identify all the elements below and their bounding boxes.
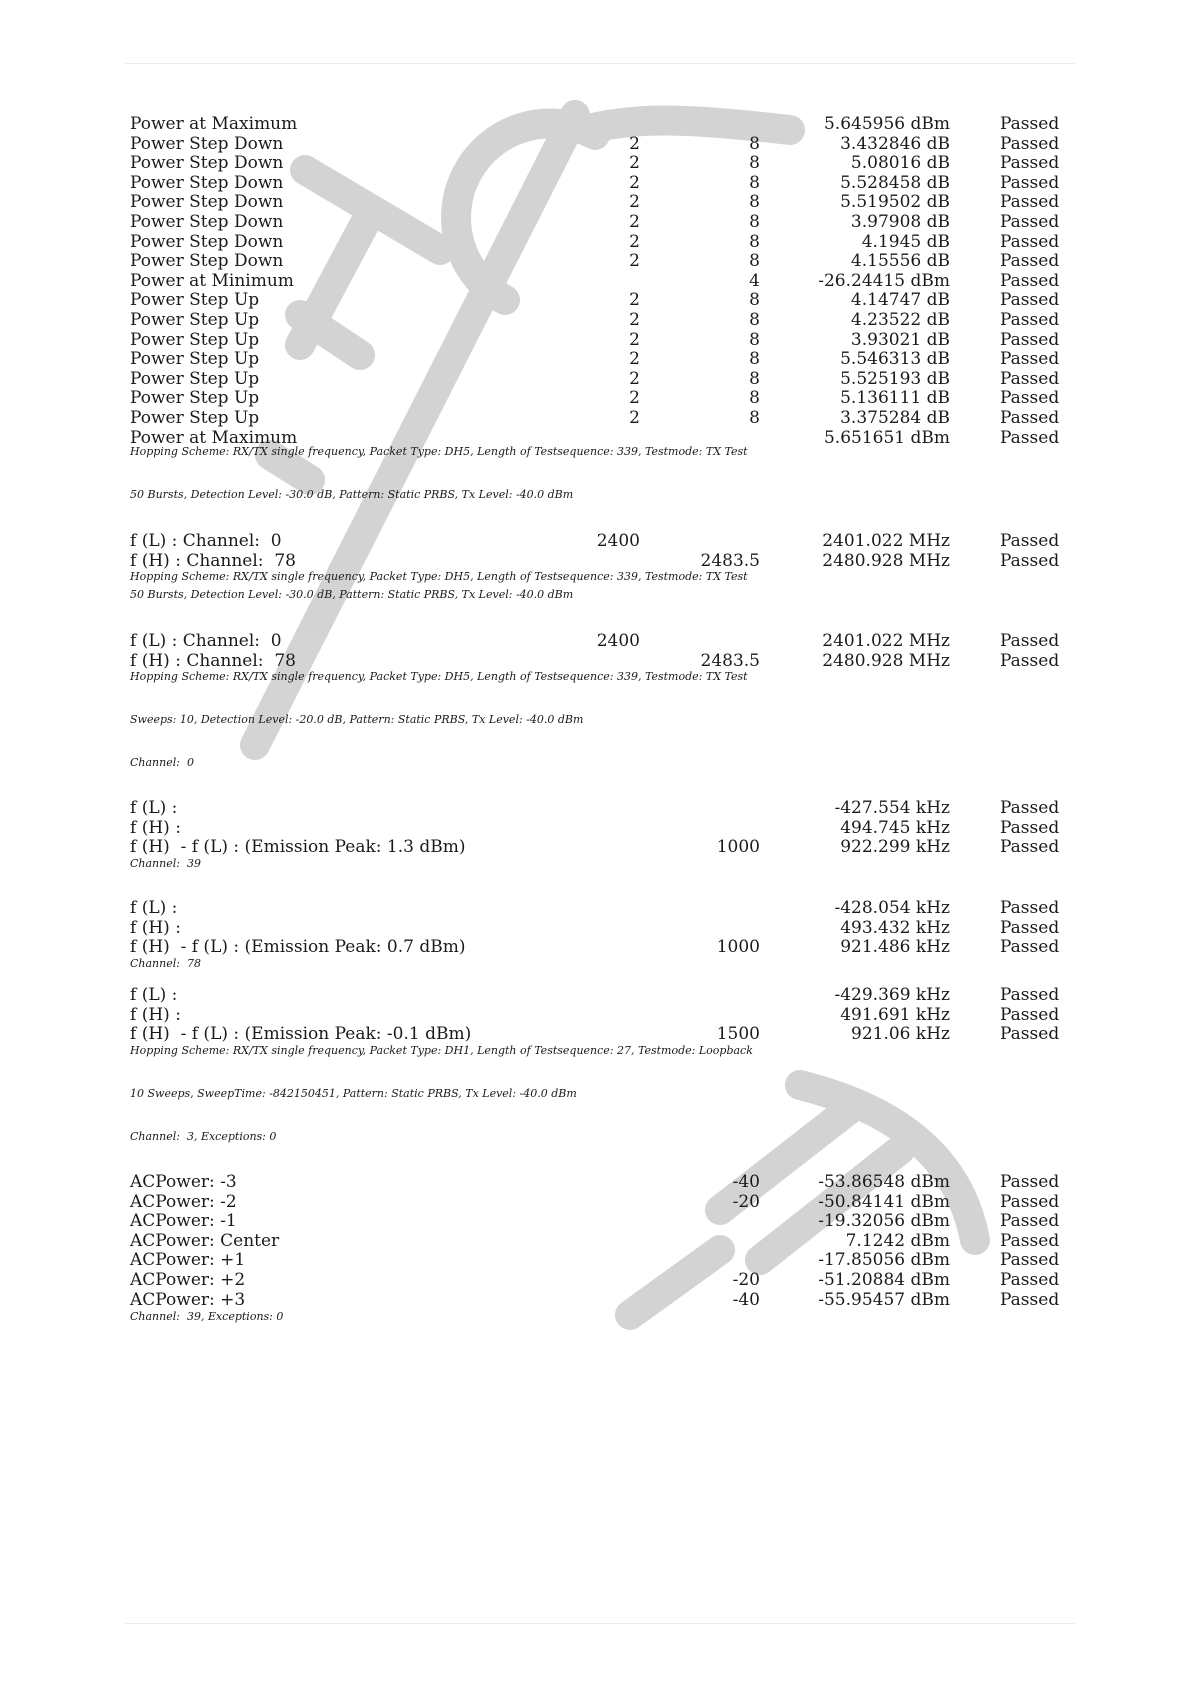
row-value: 2480.928 MHz (822, 551, 950, 571)
section-note: 50 Bursts, Detection Level: -30.0 dB, Pattern: Static PRBS, Tx Level: -40.0 dBm (130, 588, 574, 601)
section-note: Channel: 39, Exceptions: 0 (130, 1310, 284, 1323)
row-limit-a: 2 (629, 310, 640, 330)
result-row (0, 173, 1191, 193)
row-limit-b: 8 (749, 290, 760, 310)
row-value: -26.24415 dBm (818, 271, 950, 291)
row-result: Passed (1000, 153, 1060, 173)
row-label: Power Step Up (130, 330, 260, 350)
row-limit-b: 8 (749, 369, 760, 389)
row-label: Power Step Up (130, 388, 260, 408)
row-result: Passed (1000, 369, 1060, 389)
row-result: Passed (1000, 531, 1060, 551)
section-note: Channel: 39 (130, 857, 201, 870)
row-result: Passed (1000, 1005, 1060, 1025)
row-limit-a: 2400 (596, 531, 640, 551)
result-row (0, 1211, 1191, 1231)
result-row (0, 531, 1191, 551)
row-result: Passed (1000, 837, 1060, 857)
result-row (0, 310, 1191, 330)
row-value: 4.14747 dB (850, 290, 950, 310)
row-label: Power Step Up (130, 349, 260, 369)
row-limit-b: 8 (749, 330, 760, 350)
section-note: Hopping Scheme: RX/TX single frequency, Packet Type: DH5, Length of Testsequence: 339, Testmode: TX Test (130, 670, 748, 683)
row-label: f (H) : (130, 918, 181, 938)
row-result: Passed (1000, 310, 1060, 330)
result-row (0, 408, 1191, 428)
result-row (0, 918, 1191, 938)
row-value: 491.691 kHz (840, 1005, 950, 1025)
row-value: 7.1242 dBm (845, 1231, 950, 1251)
row-limit-a: 2 (629, 408, 640, 428)
row-value: 3.432846 dB (840, 134, 950, 154)
row-label: Power Step Down (130, 134, 284, 154)
row-result: Passed (1000, 1172, 1060, 1192)
row-limit-a: 2 (629, 330, 640, 350)
result-row (0, 369, 1191, 389)
result-row (0, 251, 1191, 271)
row-label: Power Step Up (130, 290, 260, 310)
section-note: 50 Bursts, Detection Level: -30.0 dB, Pattern: Static PRBS, Tx Level: -40.0 dBm (130, 488, 574, 501)
row-label: f (H) - f (L) : (Emission Peak: -0.1 dBm) (130, 1024, 472, 1044)
row-label: f (H) : (130, 1005, 181, 1025)
section-note: Hopping Scheme: RX/TX single frequency, Packet Type: DH1, Length of Testsequence: 27, Testmode: Loopback (130, 1044, 753, 1057)
row-label: f (L) : (130, 798, 178, 818)
row-result: Passed (1000, 330, 1060, 350)
row-label: Power Step Down (130, 153, 284, 173)
result-row (0, 985, 1191, 1005)
row-limit-a: 2400 (596, 631, 640, 651)
row-value: 4.23522 dB (850, 310, 950, 330)
row-label: Power Step Up (130, 408, 260, 428)
row-value: 3.97908 dB (850, 212, 950, 232)
row-limit-b: 8 (749, 192, 760, 212)
row-result: Passed (1000, 651, 1060, 671)
row-limit-a: 2 (629, 173, 640, 193)
row-limit-b: 8 (749, 153, 760, 173)
row-limit-a: 2 (629, 192, 640, 212)
row-result: Passed (1000, 1211, 1060, 1231)
row-value: 3.375284 dB (840, 408, 950, 428)
row-value: 5.645956 dBm (823, 114, 950, 134)
row-label: f (L) : (130, 985, 178, 1005)
row-limit-a: 2 (629, 369, 640, 389)
section-note: Hopping Scheme: RX/TX single frequency, Packet Type: DH5, Length of Testsequence: 339, Testmode: TX Test (130, 445, 748, 458)
section-note: 10 Sweeps, SweepTime: -842150451, Pattern: Static PRBS, Tx Level: -40.0 dBm (130, 1087, 577, 1100)
row-result: Passed (1000, 192, 1060, 212)
result-row (0, 153, 1191, 173)
row-label: Power Step Down (130, 232, 284, 252)
row-limit-b: -20 (732, 1270, 760, 1290)
row-label: ACPower: -2 (130, 1192, 237, 1212)
result-row (0, 551, 1191, 571)
row-label: f (H) : (130, 818, 181, 838)
row-limit-b: 8 (749, 310, 760, 330)
row-limit-b: -20 (732, 1192, 760, 1212)
result-row (0, 631, 1191, 651)
result-row (0, 271, 1191, 291)
row-result: Passed (1000, 631, 1060, 651)
result-row (0, 798, 1191, 818)
row-limit-a: 2 (629, 388, 640, 408)
row-limit-b: -40 (732, 1290, 760, 1310)
result-row (0, 937, 1191, 957)
row-result: Passed (1000, 1192, 1060, 1212)
row-limit-b: 8 (749, 134, 760, 154)
result-row (0, 1005, 1191, 1025)
row-limit-a: 2 (629, 153, 640, 173)
row-value: 5.528458 dB (840, 173, 950, 193)
row-label: Power at Maximum (130, 114, 298, 134)
result-row (0, 1231, 1191, 1251)
row-result: Passed (1000, 173, 1060, 193)
row-limit-a: 2 (629, 290, 640, 310)
result-row (0, 192, 1191, 212)
row-value: 493.432 kHz (840, 918, 950, 938)
row-result: Passed (1000, 271, 1060, 291)
row-label: f (H) : Channel: 78 (130, 551, 296, 571)
row-label: ACPower: -1 (130, 1211, 237, 1231)
row-limit-b: 8 (749, 349, 760, 369)
row-value: -19.32056 dBm (818, 1211, 950, 1231)
row-value: 921.486 kHz (840, 937, 950, 957)
row-value: 922.299 kHz (840, 837, 950, 857)
result-row (0, 1250, 1191, 1270)
row-label: f (L) : (130, 898, 178, 918)
result-row (0, 114, 1191, 134)
row-limit-b: 8 (749, 173, 760, 193)
row-result: Passed (1000, 937, 1060, 957)
row-label: Power at Maximum (130, 428, 298, 448)
row-label: ACPower: -3 (130, 1172, 237, 1192)
row-limit-a: 2 (629, 134, 640, 154)
row-value: -51.20884 dBm (818, 1270, 950, 1290)
row-limit-b: 8 (749, 212, 760, 232)
row-label: f (H) - f (L) : (Emission Peak: 1.3 dBm) (130, 837, 466, 857)
section-note: Channel: 78 (130, 957, 201, 970)
row-limit-b: 8 (749, 408, 760, 428)
row-result: Passed (1000, 918, 1060, 938)
row-result: Passed (1000, 134, 1060, 154)
result-row (0, 837, 1191, 857)
row-label: Power at Minimum (130, 271, 294, 291)
row-value: 5.546313 dB (840, 349, 950, 369)
row-result: Passed (1000, 408, 1060, 428)
result-row (0, 1270, 1191, 1290)
row-result: Passed (1000, 798, 1060, 818)
row-limit-b: 2483.5 (700, 551, 760, 571)
row-limit-a: 2 (629, 232, 640, 252)
row-limit-b: 1500 (716, 1024, 760, 1044)
row-label: ACPower: Center (130, 1231, 280, 1251)
page-bottom-rule (125, 1623, 1075, 1624)
result-row (0, 1290, 1191, 1310)
row-limit-a: 2 (629, 212, 640, 232)
row-value: -427.554 kHz (834, 798, 950, 818)
row-limit-b: 8 (749, 388, 760, 408)
result-row (0, 1172, 1191, 1192)
row-value: 5.519502 dB (840, 192, 950, 212)
row-result: Passed (1000, 1250, 1060, 1270)
result-row (0, 290, 1191, 310)
row-limit-a: 2 (629, 349, 640, 369)
row-value: -50.84141 dBm (818, 1192, 950, 1212)
row-label: Power Step Down (130, 212, 284, 232)
row-value: 5.525193 dB (840, 369, 950, 389)
result-row (0, 134, 1191, 154)
section-note: Hopping Scheme: RX/TX single frequency, Packet Type: DH5, Length of Testsequence: 339, Testmode: TX Test (130, 570, 748, 583)
row-value: 5.136111 dB (840, 388, 950, 408)
section-note: Channel: 3, Exceptions: 0 (130, 1130, 277, 1143)
row-value: 3.93021 dB (850, 330, 950, 350)
result-row (0, 349, 1191, 369)
row-label: Power Step Up (130, 369, 260, 389)
row-label: f (L) : Channel: 0 (130, 631, 282, 651)
row-value: 2480.928 MHz (822, 651, 950, 671)
row-label: ACPower: +1 (130, 1250, 246, 1270)
row-label: f (H) - f (L) : (Emission Peak: 0.7 dBm) (130, 937, 466, 957)
row-value: -429.369 kHz (834, 985, 950, 1005)
row-value: 5.08016 dB (850, 153, 950, 173)
row-result: Passed (1000, 428, 1060, 448)
row-result: Passed (1000, 818, 1060, 838)
row-value: -55.95457 dBm (818, 1290, 950, 1310)
section-note: Sweeps: 10, Detection Level: -20.0 dB, Pattern: Static PRBS, Tx Level: -40.0 dBm (130, 713, 584, 726)
row-value: 2401.022 MHz (822, 531, 950, 551)
row-result: Passed (1000, 388, 1060, 408)
row-limit-b: 4 (749, 271, 760, 291)
row-limit-b: 8 (749, 251, 760, 271)
row-value: 5.651651 dBm (823, 428, 950, 448)
row-value: 2401.022 MHz (822, 631, 950, 651)
row-result: Passed (1000, 114, 1060, 134)
row-result: Passed (1000, 1231, 1060, 1251)
row-result: Passed (1000, 551, 1060, 571)
row-result: Passed (1000, 898, 1060, 918)
row-limit-a: 2 (629, 251, 640, 271)
row-result: Passed (1000, 985, 1060, 1005)
row-label: f (H) : Channel: 78 (130, 651, 296, 671)
row-value: 494.745 kHz (840, 818, 950, 838)
row-label: Power Step Down (130, 173, 284, 193)
row-label: ACPower: +2 (130, 1270, 246, 1290)
row-value: 921.06 kHz (851, 1024, 950, 1044)
result-row (0, 818, 1191, 838)
row-value: -53.86548 dBm (818, 1172, 950, 1192)
row-limit-b: 1000 (716, 837, 760, 857)
row-value: 4.15556 dB (850, 251, 950, 271)
row-label: Power Step Down (130, 251, 284, 271)
result-row (0, 232, 1191, 252)
row-result: Passed (1000, 251, 1060, 271)
row-limit-b: 1000 (716, 937, 760, 957)
row-limit-b: -40 (732, 1172, 760, 1192)
row-value: 4.1945 dB (861, 232, 950, 252)
row-label: Power Step Down (130, 192, 284, 212)
row-result: Passed (1000, 1270, 1060, 1290)
result-row (0, 330, 1191, 350)
section-note: Channel: 0 (130, 756, 194, 769)
row-result: Passed (1000, 1290, 1060, 1310)
result-row (0, 1024, 1191, 1044)
row-label: f (L) : Channel: 0 (130, 531, 282, 551)
result-row (0, 651, 1191, 671)
row-result: Passed (1000, 1024, 1060, 1044)
row-label: Power Step Up (130, 310, 260, 330)
result-row (0, 1192, 1191, 1212)
row-result: Passed (1000, 232, 1060, 252)
row-value: -428.054 kHz (834, 898, 950, 918)
row-result: Passed (1000, 212, 1060, 232)
row-result: Passed (1000, 290, 1060, 310)
result-row (0, 212, 1191, 232)
result-row (0, 388, 1191, 408)
result-row (0, 898, 1191, 918)
row-result: Passed (1000, 349, 1060, 369)
row-label: ACPower: +3 (130, 1290, 246, 1310)
row-limit-b: 8 (749, 232, 760, 252)
row-value: -17.85056 dBm (818, 1250, 950, 1270)
row-limit-b: 2483.5 (700, 651, 760, 671)
